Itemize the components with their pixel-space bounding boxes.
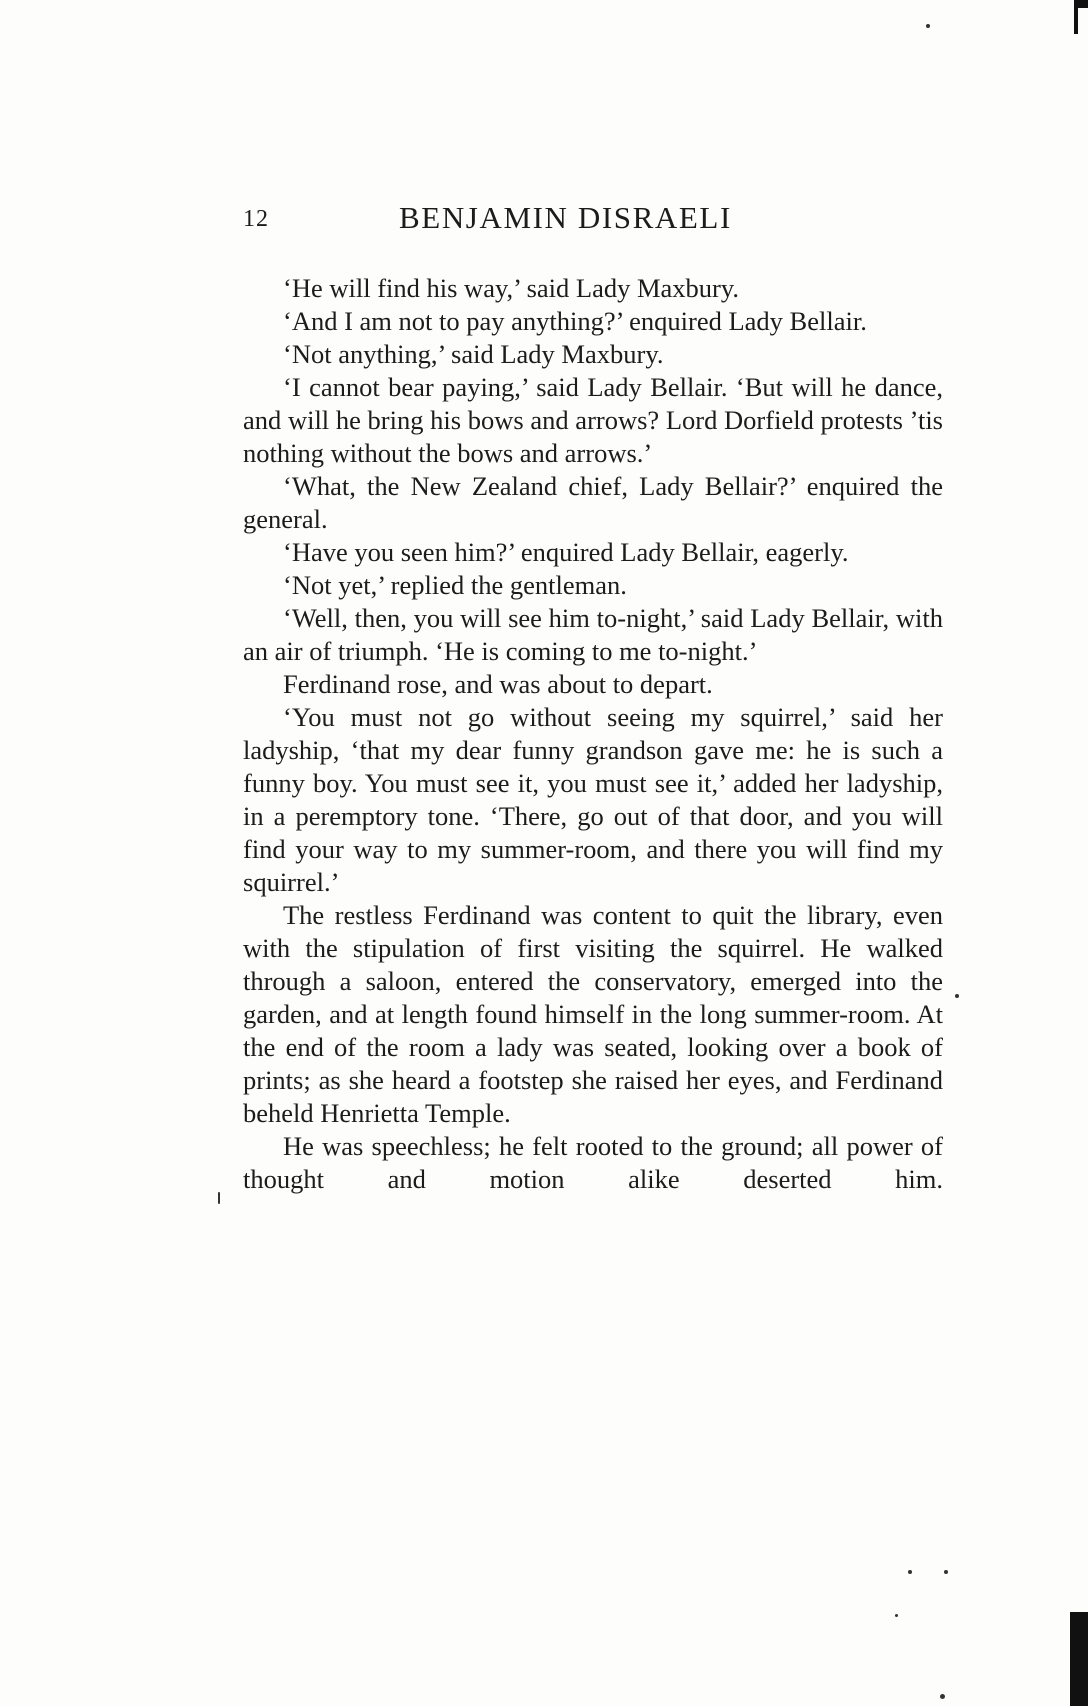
paragraph: ‘I cannot bear paying,’ said Lady Bellair. ‘But will he dance, and will he bring his bows and arrows? Lord Dorfield protests ’tis nothing without the bows and arrows.’ [243, 372, 943, 468]
running-title: BENJAMIN DISRAELI [399, 200, 732, 235]
scan-edge-mark-top-stem [1074, 0, 1078, 34]
scan-speck [908, 1570, 912, 1574]
paragraph: ‘Not yet,’ replied the gentleman. [283, 570, 627, 600]
scan-speck [940, 1694, 945, 1699]
scan-speck [944, 1570, 948, 1574]
paragraph: ‘Have you seen him?’ enquired Lady Bellair, eagerly. [283, 537, 849, 567]
scan-speck [895, 1614, 898, 1617]
paragraph: ‘Well, then, you will see him to-night,’ said Lady Bellair, with an air of triumph. ‘He is coming to me to-night.’ [243, 603, 943, 666]
paragraph: The restless Ferdinand was content to quit the library, even with the stipulation of first visiting the squirrel. He walked through a saloon, entered the conservatory, emerged into the garden, and at length found himself in the long summer-room. At the end of the room a lady was seated, looking over a book of prints; as she heard a footstep she raised her eyes, and Ferdinand beheld Henrietta Temple. [243, 900, 943, 1128]
paragraph: ‘He will find his way,’ said Lady Maxbury. [283, 273, 740, 303]
paragraph: ‘Not anything,’ said Lady Maxbury. [283, 339, 664, 369]
paragraph: ‘What, the New Zealand chief, Lady Bellair?’ enquired the general. [243, 471, 943, 534]
scan-speck [218, 1192, 220, 1204]
body-text [243, 272, 943, 1196]
paragraph: He was speechless; he felt rooted to the ground; all power of thought and motion alike deserted him. [243, 1131, 943, 1194]
scan-speck [926, 24, 930, 28]
scan-speck [955, 994, 959, 998]
scan-edge-mark-bottom [1070, 1612, 1088, 1706]
paragraph: Ferdinand rose, and was about to depart. [283, 669, 713, 699]
page-number: 12 [243, 206, 269, 232]
paragraph: ‘And I am not to pay anything?’ enquired Lady Bellair. [283, 306, 867, 336]
paragraph: ‘You must not go without seeing my squirrel,’ said her ladyship, ‘that my dear funny grandson gave me: he is such a funny boy. You must see it, you must see it,’ added her ladyship, in a peremptory tone. ‘There, go out of that door, and you will find your way to my summer-room, and there you will find my squirrel.’ [243, 702, 943, 897]
page-header [243, 200, 943, 246]
